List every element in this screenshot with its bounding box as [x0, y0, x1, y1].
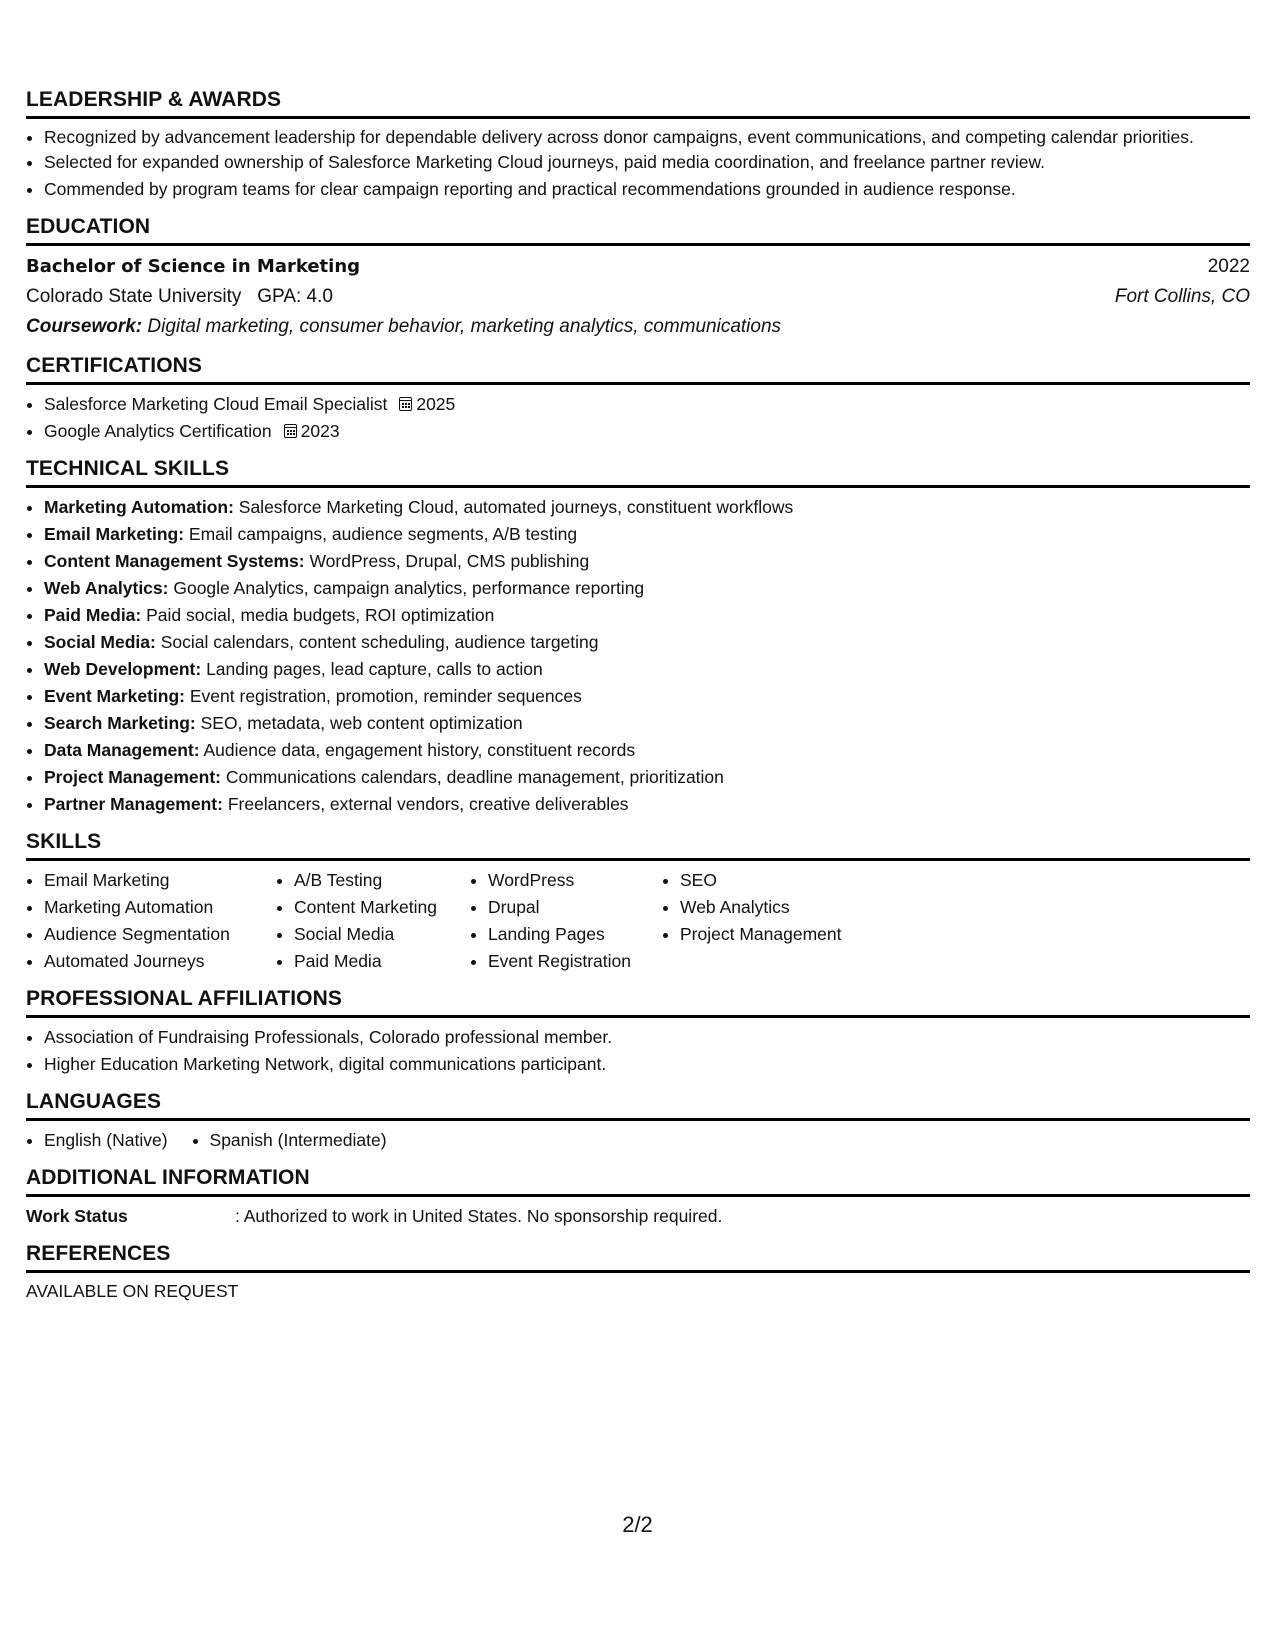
list-item [44, 548, 1250, 575]
skill-details: SEO, metadata, web content optimization [200, 713, 523, 733]
section-title: PROFESSIONAL AFFILIATIONS [26, 987, 1250, 1018]
skill-details: Salesforce Marketing Cloud, automated journeys, constituent workflows [238, 497, 794, 517]
certification-name: Google Analytics Certification [44, 421, 272, 441]
section-title: LANGUAGES [26, 1090, 1250, 1121]
list-item [44, 656, 1250, 683]
graduation-year: 2022 [1207, 256, 1250, 277]
coursework-text: Digital marketing, consumer behavior, marketing analytics, communications [147, 316, 782, 337]
section-title: LEADERSHIP & AWARDS [26, 88, 1250, 119]
list-item [44, 602, 1250, 629]
technical-skills-list [26, 494, 1250, 818]
skill-category: Social Media: [44, 632, 156, 652]
list-item [44, 683, 1250, 710]
education-school-row [26, 282, 1250, 312]
school-location: Fort Collins, CO [1114, 286, 1250, 307]
skill-details: Email campaigns, audience segments, A/B testing [188, 524, 578, 544]
affiliations-section [26, 987, 1250, 1078]
affiliations-list [26, 1024, 1250, 1078]
skill-category: Marketing Automation: [44, 497, 234, 517]
resume-page [26, 88, 1250, 1314]
certifications-list [26, 391, 1250, 445]
list-item [44, 575, 1250, 602]
list-item: • Content Marketing [294, 894, 464, 921]
skills-column [662, 867, 841, 975]
skills-column [470, 867, 656, 975]
work-status-row [26, 1203, 1250, 1230]
skill-category: Event Marketing: [44, 686, 185, 706]
education-degree-row [26, 252, 1250, 282]
skill-category: Partner Management: [44, 794, 223, 814]
list-item: • Event Registration [488, 948, 656, 975]
skills-section [26, 830, 1250, 975]
skill-details: Audience data, engagement history, constituent records [203, 740, 636, 760]
skill-category: Project Management: [44, 767, 221, 787]
skills-column [26, 867, 270, 975]
list-item: • Drupal [488, 894, 656, 921]
list-item [44, 521, 1250, 548]
coursework-label: Coursework: [26, 316, 143, 337]
list-item: • Social Media [294, 921, 464, 948]
technical-skills-section [26, 457, 1250, 818]
section-title: ADDITIONAL INFORMATION [26, 1166, 1250, 1197]
list-item: • Email Marketing [44, 867, 270, 894]
section-title: EDUCATION [26, 215, 1250, 246]
languages-section [26, 1090, 1250, 1154]
list-item [44, 391, 1250, 418]
section-title: TECHNICAL SKILLS [26, 457, 1250, 488]
skill-details: WordPress, Drupal, CMS publishing [309, 551, 590, 571]
certification-name: Salesforce Marketing Cloud Email Specialist [44, 394, 388, 414]
list-item: • Web Analytics [680, 894, 841, 921]
list-item: • Association of Fundraising Professionals, Colorado professional member. [44, 1024, 1250, 1051]
skill-details: Social calendars, content scheduling, audience targeting [160, 632, 599, 652]
work-status-value: : Authorized to work in United States. No sponsorship required. [235, 1206, 723, 1226]
calendar-icon [284, 424, 297, 438]
list-item: • Paid Media [294, 948, 464, 975]
references-text: AVAILABLE ON REQUEST [26, 1281, 239, 1301]
certification-year: 2023 [300, 421, 340, 441]
skill-category: Email Marketing: [44, 524, 185, 544]
list-item: • English (Native) [44, 1127, 168, 1154]
section-title: REFERENCES [26, 1242, 1250, 1273]
section-title: SKILLS [26, 830, 1250, 861]
list-item: • A/B Testing [294, 867, 464, 894]
leadership-list [26, 125, 1250, 203]
list-item: • Automated Journeys [44, 948, 270, 975]
skill-category: Data Management: [44, 740, 200, 760]
skill-category: Web Development: [44, 659, 202, 679]
skill-category: Paid Media: [44, 605, 142, 625]
list-item [44, 710, 1250, 737]
calendar-icon [399, 397, 412, 411]
additional-info-section [26, 1166, 1250, 1230]
list-item: • WordPress [488, 867, 656, 894]
certification-year: 2025 [416, 394, 456, 414]
certifications-section [26, 354, 1250, 445]
list-item [44, 629, 1250, 656]
degree: Bachelor of Science in Marketing [26, 256, 361, 277]
skill-category: Web Analytics: [44, 578, 169, 598]
list-item: • Spanish (Intermediate) [210, 1127, 387, 1154]
school-name: Colorado State University [26, 286, 242, 307]
list-item [44, 764, 1250, 791]
list-item [44, 791, 1250, 818]
work-status-label: Work Status [26, 1206, 128, 1226]
skills-columns [26, 867, 1250, 975]
skill-category: Search Marketing: [44, 713, 196, 733]
skills-column [276, 867, 464, 975]
list-item: • Project Management [680, 921, 841, 948]
skill-details: Event registration, promotion, reminder sequences [189, 686, 582, 706]
leadership-awards-section [26, 88, 1250, 203]
education-section [26, 215, 1250, 342]
list-item [44, 494, 1250, 521]
coursework [26, 312, 1250, 342]
list-item: • Selected for expanded ownership of Salesforce Marketing Cloud journeys, paid media coordination, and freelance partner review. [44, 149, 1250, 176]
skill-details: Communications calendars, deadline management, prioritization [225, 767, 724, 787]
list-item: • Higher Education Marketing Network, digital communications participant. [44, 1051, 1250, 1078]
list-item: • Recognized by advancement leadership for dependable delivery across donor campaigns, event communications, and competing calendar priorities. [44, 125, 1250, 149]
list-item [44, 418, 1250, 445]
list-item: • Audience Segmentation [44, 921, 270, 948]
list-item: • Marketing Automation [44, 894, 270, 921]
list-item: • Landing Pages [488, 921, 656, 948]
skill-details: Landing pages, lead capture, calls to action [206, 659, 543, 679]
skill-details: Paid social, media budgets, ROI optimization [146, 605, 495, 625]
list-item: • SEO [680, 867, 841, 894]
list-item: • Commended by program teams for clear campaign reporting and practical recommendations grounded in audience response. [44, 176, 1250, 203]
references-section [26, 1242, 1250, 1302]
section-title: CERTIFICATIONS [26, 354, 1250, 385]
skill-details: Google Analytics, campaign analytics, performance reporting [173, 578, 645, 598]
skill-details: Freelancers, external vendors, creative deliverables [227, 794, 629, 814]
list-item [44, 737, 1250, 764]
skill-category: Content Management Systems: [44, 551, 305, 571]
languages-list [26, 1127, 1250, 1154]
page-number: 2/2 [622, 1512, 653, 1537]
gpa: GPA: 4.0 [257, 286, 333, 307]
